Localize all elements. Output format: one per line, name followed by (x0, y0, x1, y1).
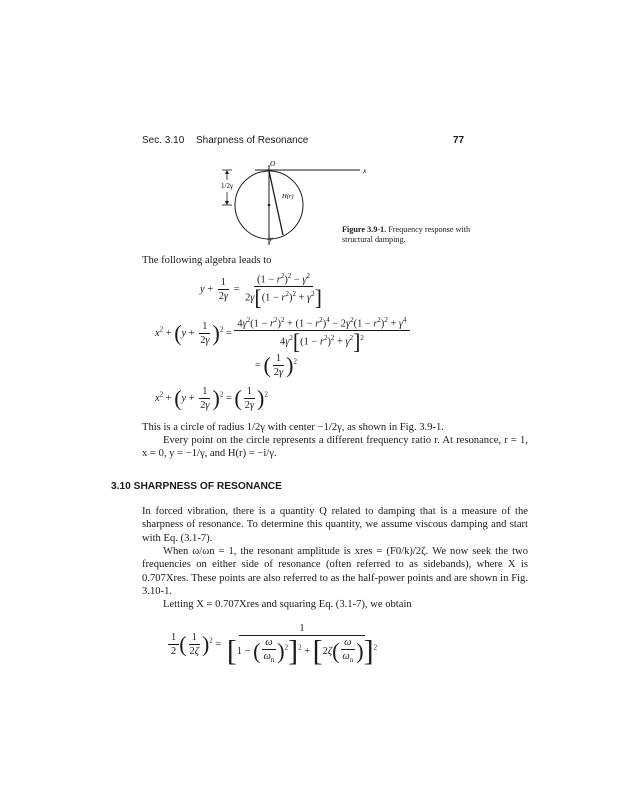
figure-caption-text: Frequency response with structural damping. (342, 225, 471, 245)
label-H: H(r) (282, 193, 294, 200)
section-heading: 3.10 SHARPNESS OF RESONANCE (111, 481, 282, 492)
circle-center-dot (268, 204, 271, 207)
paragraph-letting: Letting X = 0.707Xres and squaring Eq. (3.1-7), we obtain (163, 599, 412, 610)
figure-caption (342, 225, 492, 246)
running-header-title: Sharpness of Resonance (196, 135, 309, 146)
label-x: x (363, 166, 367, 175)
h-vector-line (269, 171, 283, 235)
paragraph-frequency-ratio: Every point on the circle represents a different frequency ratio r. At resonance, r = 1, x = 0, y = −1/γ, and H(r) = −i/γ. (142, 435, 528, 460)
equation-3: = ( $\frac{1}{2\gamma}$ )$^2$ (255, 352, 297, 378)
paragraph-resonant-amplitude: When ω/ωn = 1, the resonant amplitude is xres = (F0/k)/2ζ. We now seek the two frequencies on either side of resonance (often referred to as sidebands), where X is 0.707Xres. These points are also referred to as the half-power points and are shown in Fig. 3.10-1. (142, 546, 528, 597)
radius-arrow-down (225, 201, 229, 205)
paragraph-forced-vibration: In forced vibration, there is a quantity Q related to damping that is a measure of the sharpness of resonance. To determine this quantity, we assume viscous damping and start with Eq. (3.1-7). (142, 506, 528, 544)
page-number: 77 (453, 135, 465, 146)
figure-caption-label: Figure 3.9-1. (342, 225, 387, 234)
radius-arrow-up (225, 170, 229, 174)
paragraph-circle: This is a circle of radius 1/2γ with center −1/2γ, as shown in Fig. 3.9-1. (142, 422, 444, 433)
equation-1: y + $\frac{1}{2\gamma}$ = $\frac{(1 - r^2)^2 - \gamma^2}{2\gamma[(1 - r^2)^2 + \gamma^2]}$ (200, 272, 322, 311)
equation-2: $x^2 + (y$ + $\frac{1}{2\gamma}$ )$^2$ = $\frac{4\gamma^2(1 - r^2)^2 + (1 - r^2)^4 - 2\gamma^2(1 - r^2)^2 + \gamma^4}{4\gamma^2[(1 - r^2)^2 + \gamma^2]^2}$ (155, 314, 410, 353)
intro-text: The following algebra leads to (142, 255, 272, 266)
equation-5: $\frac{1}{2}$ ( $\frac{1}{2\zeta}$ )$^2$ = 1 [1 − ( $\frac{\omega}{\omega_n}$ )$^2$]$^2$ + [2ζ( $\frac{\omega}{\omega_n}$ )]$^2$ (168, 622, 380, 667)
running-header-section: Sec. 3.10 (142, 135, 185, 146)
label-O: O (270, 159, 276, 168)
label-neg-y: -y (267, 235, 273, 243)
equation-4: $x^2 + (y$ + $\frac{1}{2\gamma}$ )$^2$ = ( $\frac{1}{2\gamma}$ )$^2$ (155, 385, 268, 411)
label-radius: 1/2γ (221, 182, 234, 190)
